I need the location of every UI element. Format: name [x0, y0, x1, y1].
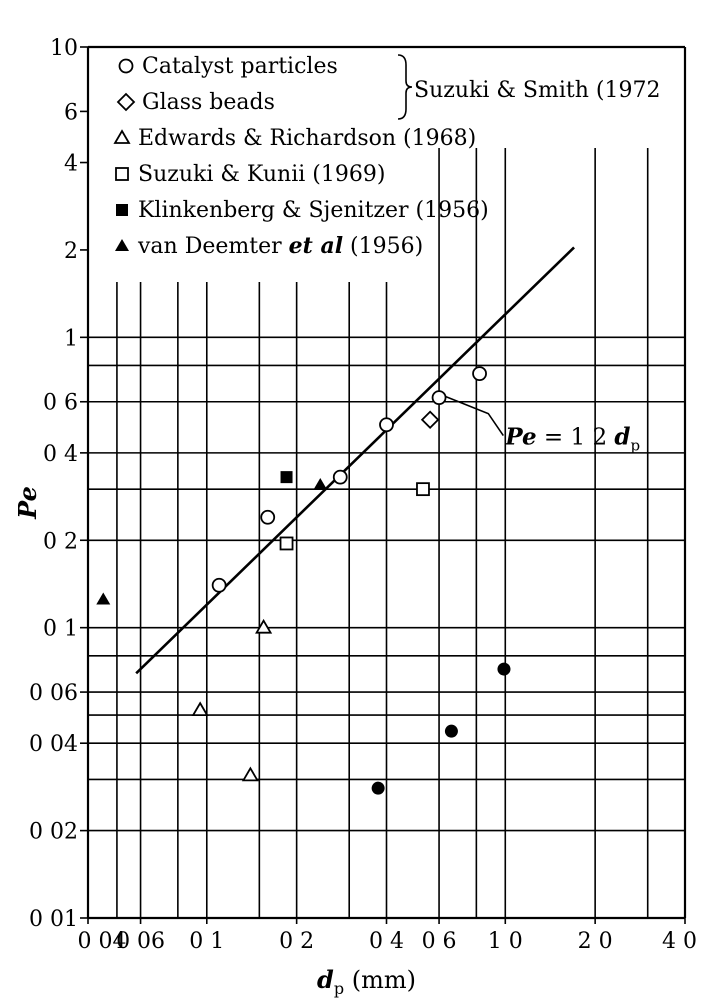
y-tick-label: 0 01	[29, 907, 78, 932]
marker-shape	[334, 471, 347, 484]
marker-shape	[116, 204, 128, 216]
marker-shape	[193, 703, 207, 715]
legend-label: van Deemter et al (1956)	[138, 233, 424, 259]
y-tick-label: 6	[64, 100, 78, 126]
x-tick-label: 0 04	[77, 929, 127, 954]
y-tick-label: 0 6	[43, 390, 78, 416]
data-point-triangle-open	[193, 703, 207, 715]
x-tick-label: 0 06	[116, 929, 166, 954]
marker-shape	[380, 418, 393, 431]
x-tick-label: 0 2	[279, 929, 315, 954]
data-point-circle-open	[380, 418, 393, 431]
marker-shape	[120, 60, 133, 73]
marker-shape	[96, 593, 110, 605]
marker-shape	[116, 168, 128, 180]
data-point-circle-open	[433, 391, 446, 404]
data-point-circle-open	[213, 579, 226, 592]
marker-shape	[213, 579, 226, 592]
data-point-square-open	[417, 483, 429, 495]
data-point-triangle-filled	[96, 593, 110, 605]
legend-label: Catalyst particles	[142, 54, 338, 79]
fit-label: Pe = 1 2 $d_p$	[505, 423, 641, 455]
y-tick-label: 0 02	[29, 819, 78, 845]
y-tick-label: 2	[64, 238, 78, 264]
y-tick-label: 4	[64, 151, 78, 177]
data-point-circle-filled	[445, 725, 458, 738]
legend-label: Edwards & Richardson (1968)	[138, 126, 477, 151]
x-axis-label: $d_p$ (mm)	[317, 965, 416, 998]
y-tick-label: 0 1	[43, 616, 78, 642]
marker-shape	[497, 663, 510, 676]
legend-brace	[398, 55, 412, 119]
legend-label: Klinkenberg & Sjenitzer (1956)	[138, 198, 489, 223]
marker-shape	[261, 511, 274, 524]
marker-shape	[372, 782, 385, 795]
data-point-square-open	[281, 537, 293, 549]
data-point-diamond-open	[422, 412, 438, 428]
marker-shape	[243, 768, 257, 780]
y-tick-label: 0 06	[29, 681, 78, 707]
legend-label: Suzuki & Kunii (1969)	[138, 162, 386, 187]
marker-shape	[313, 478, 327, 490]
fit-line	[136, 247, 574, 673]
data-point-triangle-filled	[313, 478, 327, 490]
marker-shape	[445, 725, 458, 738]
x-tick-label: 0 6	[421, 929, 457, 954]
data-point-circle-filled	[497, 663, 510, 676]
y-tick-label: 10	[50, 36, 78, 61]
data-point-triangle-open	[243, 768, 257, 780]
legend-marker-circle-open	[120, 60, 133, 73]
y-tick-label: 0 04	[29, 732, 78, 758]
x-tick-label: 2 0	[577, 929, 613, 954]
x-tick-label: 0 4	[369, 929, 404, 954]
legend-label: Glass beads	[142, 90, 275, 115]
marker-shape	[422, 412, 438, 428]
legend-marker-square-filled	[116, 204, 128, 216]
y-axis-label: Pe	[13, 486, 42, 519]
marker-shape	[433, 391, 446, 404]
x-tick-label: 1 0	[487, 929, 523, 954]
x-tick-label: 0 1	[189, 929, 225, 954]
y-tick-label: 1	[64, 326, 78, 352]
marker-shape	[417, 483, 429, 495]
data-point-circle-filled	[372, 782, 385, 795]
marker-shape	[281, 537, 293, 549]
data-point-circle-open	[473, 367, 486, 380]
y-tick-label: 0 4	[43, 441, 78, 467]
y-tick-label: 0 2	[43, 529, 78, 555]
data-point-square-filled	[281, 471, 293, 483]
legend-marker-square-open	[116, 168, 128, 180]
marker-shape	[473, 367, 486, 380]
marker-shape	[281, 471, 293, 483]
data-point-circle-open	[261, 511, 274, 524]
legend-group-label: Suzuki & Smith (1972	[414, 78, 661, 103]
x-tick-label: 4 0	[662, 929, 697, 954]
data-point-circle-open	[334, 471, 347, 484]
